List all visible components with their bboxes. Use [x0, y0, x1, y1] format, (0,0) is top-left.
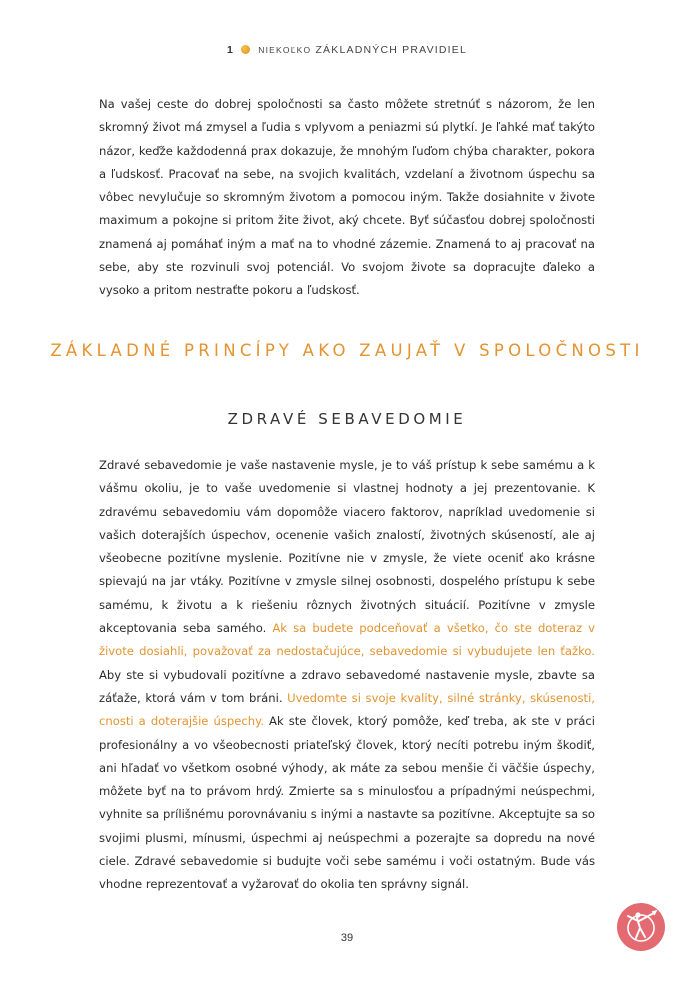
archer-logo-icon: [616, 902, 666, 952]
chapter-prefix: NIEKOĽKO: [258, 45, 312, 55]
subsection-heading: ZDRAVÉ SEBAVEDOMIE: [227, 410, 467, 428]
chapter-title: ZÁKLADNÝCH PRAVIDIEL: [315, 44, 468, 56]
section-heading: ZÁKLADNÉ PRINCÍPY AKO ZAUJAŤ V SPOLOČNOSTI: [50, 341, 644, 360]
gold-dot-icon: [241, 45, 250, 54]
highlight-text-1: Ak sa budete podceňovať a všetko, čo ste doteraz v živote dosiahli, považovať za nedostačujúce, sebavedomie si vybudujete len ťažko.: [99, 621, 595, 659]
highlight-text-2: Uvedomte si svoje kvality, silné stránky, skúsenosti, cnosti a doterajšie úspechy.: [99, 690, 595, 729]
body-text-part3: Ak ste človek, ktorý pomôže, keď treba, ak ste v práci profesionálny a vo všeobecnosti priateľský človek, ktorý necíti potrebu iným škodiť, ani hľadať vo všetkom osobné výhody, ak máte za sebou menšie či väčšie úspechy, môžete byť na to právom hrdý. Zmierte sa s minulosťou a prípadnými neúspechmi, vyhnite sa prílišnému porovnávaniu s inými a nastavte sa pozitívne. Akceptujte sa so svojimi plusmi, mínusmi, úspechmi aj neúspechmi a pozerajte sa dopredu na nové ciele. Zdravé sebavedomie si budujte voči sebe samému i voči ostatným. Bude vás vhodne reprezentovať a vyžarovať do okolia ten správny signál.: [99, 714, 595, 892]
running-header: [0, 44, 694, 56]
page-number: 39: [340, 932, 354, 944]
body-paragraph: [99, 454, 595, 897]
intro-paragraph: Na vašej ceste do dobrej spoločnosti sa často môžete stretnúť s názorom, že len skromný život má zmysel a ľudia s vplyvom a peniazmi sú plytkí. Je ľahké mať takýto názor, keďže každodenná prax dokazuje, že mnohým ľuďom chýba charakter, pokora a ľudskosť. Pracovať na sebe, na svojich kvalitách, vzdelaní a životnom úspechu sa vôbec nevylučuje so skromným životom a pomocou iným. Takže dosiahnite v živote maximum a pokojne si pritom žite život, aký chcete. Byť súčasťou dobrej spoločnosti znamená aj pomáhať iným a mať na to vhodné zázemie. Znamená to aj pracovať na sebe, aby ste rozvinuli svoj potenciál. Vo svojom živote sa dopracujte ďaleko a vysoko a pritom nestraťte pokoru a ľudskosť.: [99, 97, 595, 298]
body-text-part1: Zdravé sebavedomie je vaše nastavenie mysle, je to váš prístup k sebe samému a k vášmu okoliu, je to vaše uvedomenie si vlastnej hodnoty a jej prezentovanie. K zdravému sebavedomiu vám dopomôže viacero faktorov, napríklad uvedomenie si vašich doterajších úspechov, ocenenie vašich znalostí, životných skúseností, ale aj všeobecne pozitívne myslenie. Pozitívne nie v zmysle, že viete oceniť ako krásne spievajú na jar vtáky. Pozitívne v zmysle silnej osobnosti, dospelého prístupu k sebe samému, k životu a k riešeniu rôznych životných situácií. Pozitívne v zmysle akceptovania seba samého.: [99, 458, 595, 636]
chapter-number: 1: [226, 44, 234, 56]
body-text-part2: Aby ste si vybudovali pozitívne a zdravo sebavedomé nastavenie mysle, zbavte sa záťaže, ktorá vám v tom bráni.: [99, 667, 595, 705]
